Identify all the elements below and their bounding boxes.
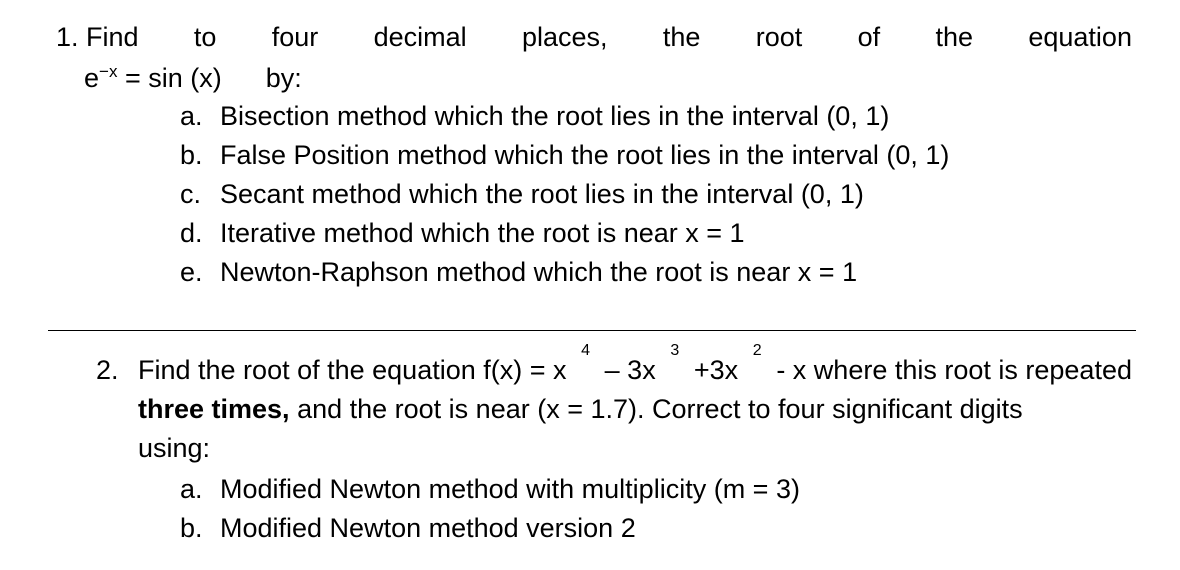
item-letter: d. — [180, 218, 203, 248]
stem-word: root — [755, 22, 803, 52]
stem-word: places, — [522, 22, 608, 52]
exponent: 2 — [752, 342, 762, 359]
question-2-line-3 — [138, 429, 1132, 468]
question-1-number-find: 1. Find — [56, 22, 139, 52]
item-letter: e. — [180, 257, 203, 287]
item-text: Iterative method which the root is near x = 1 — [220, 218, 745, 248]
list-item — [180, 253, 949, 292]
stem-segment: and the root is near (x = 1.7). Correct to four significant digits — [289, 394, 1023, 424]
list-item — [180, 136, 949, 175]
stem-segment: using: — [138, 433, 211, 463]
stem-word: decimal — [373, 22, 467, 52]
stem-word: of — [857, 22, 881, 52]
question-2-line-2 — [138, 390, 1132, 429]
list-item — [180, 509, 800, 548]
list-item — [180, 97, 949, 136]
exponent: 3 — [670, 342, 680, 359]
list-item — [180, 175, 949, 214]
emphasis-text: three times, — [138, 394, 290, 424]
item-letter: a. — [180, 474, 203, 504]
list-item — [180, 470, 800, 509]
stem-word: equation — [1028, 22, 1132, 52]
item-letter: a. — [180, 101, 203, 131]
item-text: Newton-Raphson method which the root is near x = 1 — [220, 257, 858, 287]
stem-segment: Find the root of the equation f(x) = x — [138, 355, 567, 385]
question-1-subparts — [180, 97, 949, 292]
horizontal-divider — [48, 330, 1136, 331]
list-item — [180, 214, 949, 253]
exponent: 4 — [581, 342, 591, 359]
item-text: Modified Newton method with multiplicity (m = 3) — [220, 474, 800, 504]
item-text: Modified Newton method version 2 — [220, 513, 636, 543]
question-1-equation-line — [84, 59, 302, 97]
stem-word: the — [935, 22, 974, 52]
stem-segment: – 3x — [604, 355, 656, 385]
question-2-subparts — [180, 470, 800, 548]
item-letter: b. — [180, 140, 203, 170]
question-2-number: 2. — [96, 355, 119, 385]
item-text: Secant method which the root lies in the interval (0, 1) — [220, 179, 864, 209]
stem-word: to — [193, 22, 217, 52]
question-1-stem-line — [56, 18, 1132, 56]
equation: $e^{-x} = \sin (x)$ — [84, 62, 222, 93]
question-2-line-1 — [138, 342, 1132, 390]
item-letter: b. — [180, 513, 203, 543]
stem-segment: - x where this root is repeated — [776, 355, 1132, 385]
item-letter: c. — [180, 179, 202, 209]
question-1-trailing: by: — [265, 63, 302, 93]
question-2-stem — [138, 342, 1132, 468]
item-text: Bisection method which the root lies in the interval (0, 1) — [220, 101, 890, 131]
item-text: False Position method which the root lies in the interval (0, 1) — [220, 140, 950, 170]
equation-exponent: −x — [99, 62, 118, 81]
stem-word: the — [662, 22, 701, 52]
stem-segment: +3x — [693, 355, 739, 385]
stem-word: four — [271, 22, 319, 52]
